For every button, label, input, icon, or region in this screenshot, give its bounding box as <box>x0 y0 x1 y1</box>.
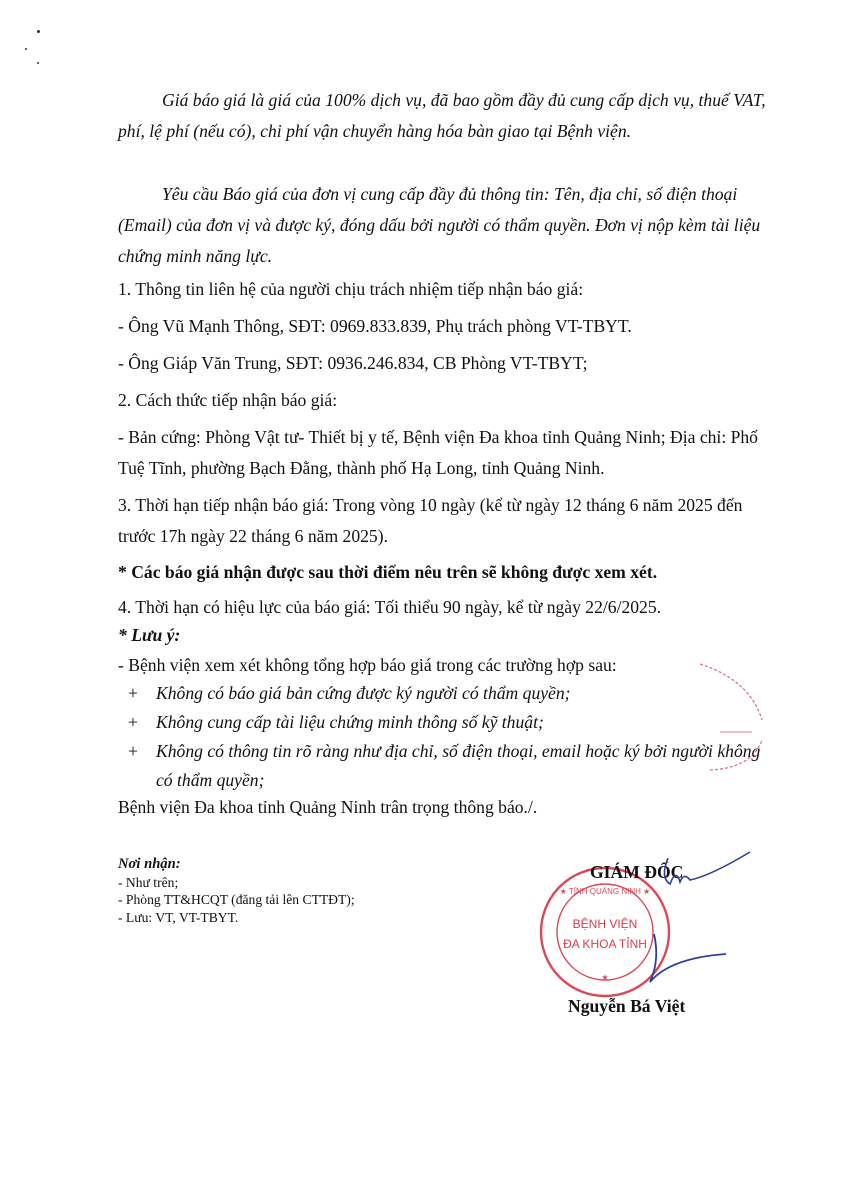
note-bullet <box>128 737 768 795</box>
bullet-text: Không có báo giá bản cứng được ký người có thẩm quyền; <box>156 683 571 703</box>
recipient-line: - Phòng TT&HCQT (đăng tải lên CTTĐT); <box>118 892 355 907</box>
bullet-text: Không có thông tin rõ ràng như địa chỉ, số điện thoại, email hoặc ký bởi người không có thẩm quyền; <box>156 741 761 790</box>
contact-1: - Ông Vũ Mạnh Thông, SĐT: 0969.833.839, Phụ trách phòng VT-TBYT. <box>118 316 632 336</box>
recipients-block <box>118 856 378 926</box>
signer-name: Nguyễn Bá Việt <box>568 996 686 1016</box>
signature-stroke <box>640 930 730 990</box>
note-bullet <box>128 708 768 737</box>
section-method-heading: 2. Cách thức tiếp nhận báo giá: <box>118 390 338 410</box>
scan-speck <box>37 62 39 64</box>
note-title: * Lưu ý: <box>118 625 181 645</box>
svg-text:★: ★ <box>601 973 609 982</box>
warning-late: * Các báo giá nhận được sau thời điểm nêu trên sẽ không được xem xét. <box>118 562 658 582</box>
svg-text:ĐA KHOA TỈNH: ĐA KHOA TỈNH <box>563 937 647 951</box>
margin-stamp-impression <box>690 660 770 790</box>
bullet-plus: + <box>128 712 138 732</box>
note-bullet <box>128 679 768 708</box>
section-deadline: 3. Thời hạn tiếp nhận báo giá: Trong vòng 10 ngày (kể từ ngày 12 tháng 6 năm 2025 đến trước 17h ngày 22 tháng 6 năm 2025). <box>118 495 743 546</box>
paragraph-requirements: Yêu cầu Báo giá của đơn vị cung cấp đầy đủ thông tin: Tên, địa chỉ, số điện thoại (Email) của đơn vị và được ký, đóng dấu bởi người có thẩm quyền. Đơn vị nộp kèm tài liệu chứng minh năng lực. <box>118 184 761 266</box>
recipient-line: - Lưu: VT, VT-TBYT. <box>118 909 239 925</box>
section-validity: 4. Thời hạn có hiệu lực của báo giá: Tối thiểu 90 ngày, kể từ ngày 22/6/2025. <box>118 597 662 617</box>
svg-text:★ TỈNH QUẢNG NINH ★: ★ TỈNH QUẢNG NINH ★ <box>559 887 651 896</box>
note-intro: - Bệnh viện xem xét không tổng hợp báo giá trong các trường hợp sau: <box>118 655 617 675</box>
recipients-title: Nơi nhận: <box>118 856 181 872</box>
scan-speck <box>37 30 40 33</box>
paragraph-price: Giá báo giá là giá của 100% dịch vụ, đã bao gồm đầy đủ cung cấp dịch vụ, thuế VAT, phí, lệ phí (nếu có), chi phí vận chuyển hàng hóa bàn giao tại Bệnh viện. <box>118 90 766 141</box>
bullet-plus: + <box>128 683 138 703</box>
signature-mark <box>650 848 760 898</box>
bullet-plus: + <box>128 741 138 761</box>
recipient-line: - Như trên; <box>118 874 179 890</box>
bullet-text: Không cung cấp tài liệu chứng minh thông số kỹ thuật; <box>156 712 544 732</box>
signer-title: GIÁM ĐỐC <box>590 862 684 882</box>
method-hardcopy: - Bản cứng: Phòng Vật tư- Thiết bị y tế, Bệnh viện Đa khoa tỉnh Quảng Ninh; Địa chỉ: Phố Tuệ Tĩnh, phường Bạch Đằng, thành phố Hạ Long, tỉnh Quảng Ninh. <box>118 427 758 478</box>
scan-speck <box>25 48 27 50</box>
contact-2: - Ông Giáp Văn Trung, SĐT: 0936.246.834, CB Phòng VT-TBYT; <box>118 353 588 373</box>
section-contact-heading: 1. Thông tin liên hệ của người chịu trách nhiệm tiếp nhận báo giá: <box>118 279 584 299</box>
svg-text:BỆNH VIỆN: BỆNH VIỆN <box>572 917 638 931</box>
closing-line: Bệnh viện Đa khoa tỉnh Quảng Ninh trân trọng thông báo./. <box>118 797 538 817</box>
